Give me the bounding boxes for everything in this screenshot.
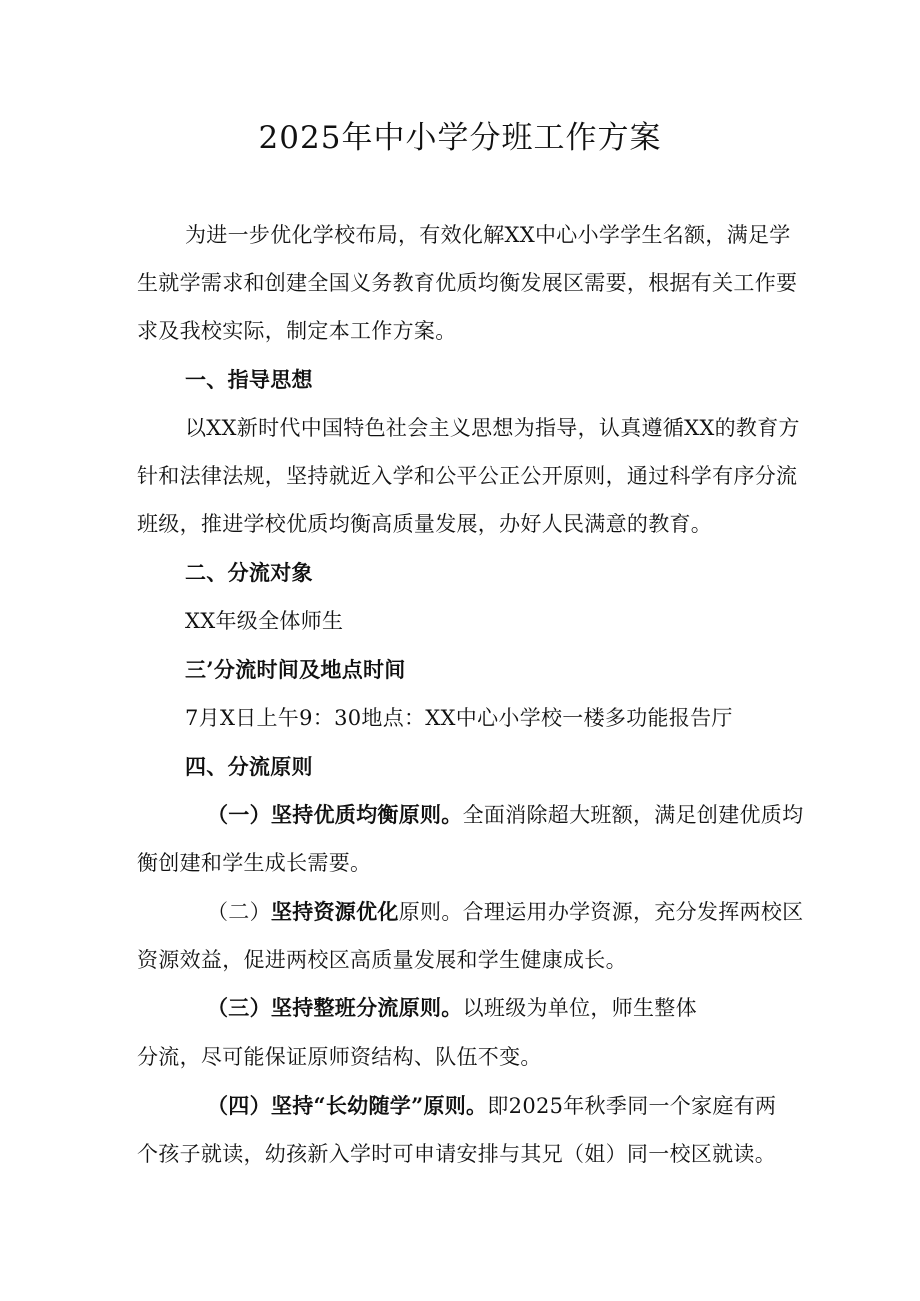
principle-3-title: （三）坚持整班分流原则。 [207, 995, 463, 1020]
principle-1-line-1 [207, 800, 867, 830]
principle-2-label: （二） [207, 900, 271, 924]
intro-line-1: 为进一步优化学校布局，有效化解XX中心小学学生名额，满足学 [185, 223, 791, 247]
principle-4-text: 即2025年秋季同一个家庭有两 [487, 1094, 777, 1118]
principle-3-text: 以班级为单位，师生整体 [462, 996, 697, 1020]
principle-4-line-1 [207, 1091, 867, 1121]
section-heading-target: 二、分流对象 [185, 560, 313, 585]
principle-3-line-1 [207, 993, 867, 1023]
principle-1-title: （一）坚持优质均衡原则。 [207, 802, 463, 827]
page-title: 2025年中小学分班工作方案 [258, 120, 662, 156]
section-heading-guiding-thought: 一、指导思想 [185, 367, 313, 392]
section1-line-1: 以XX新时代中国特色社会主义思想为指导，认真遵循XX的教育方 [185, 416, 800, 440]
section-heading-time-place: 三’分流时间及地点时间 [185, 657, 406, 682]
section1-line-2: 针和法律法规，坚持就近入学和公平公正公开原则，通过科学有序分流 [137, 464, 798, 488]
section3-text: 7月X日上午9：30地点：XX中心小学校一楼多功能报告厅 [185, 706, 733, 730]
principle-2-line-2: 资源效益，促进两校区高质量发展和学生健康成长。 [137, 948, 627, 972]
principle-1-line-2: 衡创建和学生成长需要。 [137, 851, 372, 875]
principle-2-text: 原则。合理运用办学资源，充分发挥两校区 [398, 900, 804, 924]
section2-text: XX年级全体师生 [185, 609, 344, 633]
principle-4-line-2: 个孩子就读，幼孩新入学时可申请安排与其兄（姐）同一校区就读。 [137, 1142, 776, 1166]
principle-3-line-2: 分流，尽可能保证原师资结构、队伍不变。 [137, 1045, 542, 1069]
intro-line-2: 生就学需求和创建全国义务教育优质均衡发展区需要，根据有关工作要 [137, 271, 798, 295]
intro-line-3: 求及我校实际，制定本工作方案。 [137, 319, 457, 343]
section1-line-3: 班级，推进学校优质均衡高质量发展，办好人民满意的教育。 [137, 512, 713, 536]
section-heading-principles: 四、分流原则 [185, 754, 313, 779]
principle-2-line-1 [207, 897, 867, 927]
principle-1-text: 全面消除超大班额，满足创建优质均 [462, 803, 804, 827]
principle-4-title: （四）坚持“长幼随学”原则。 [207, 1093, 488, 1118]
principle-2-title: 坚持资源优化 [270, 899, 399, 924]
